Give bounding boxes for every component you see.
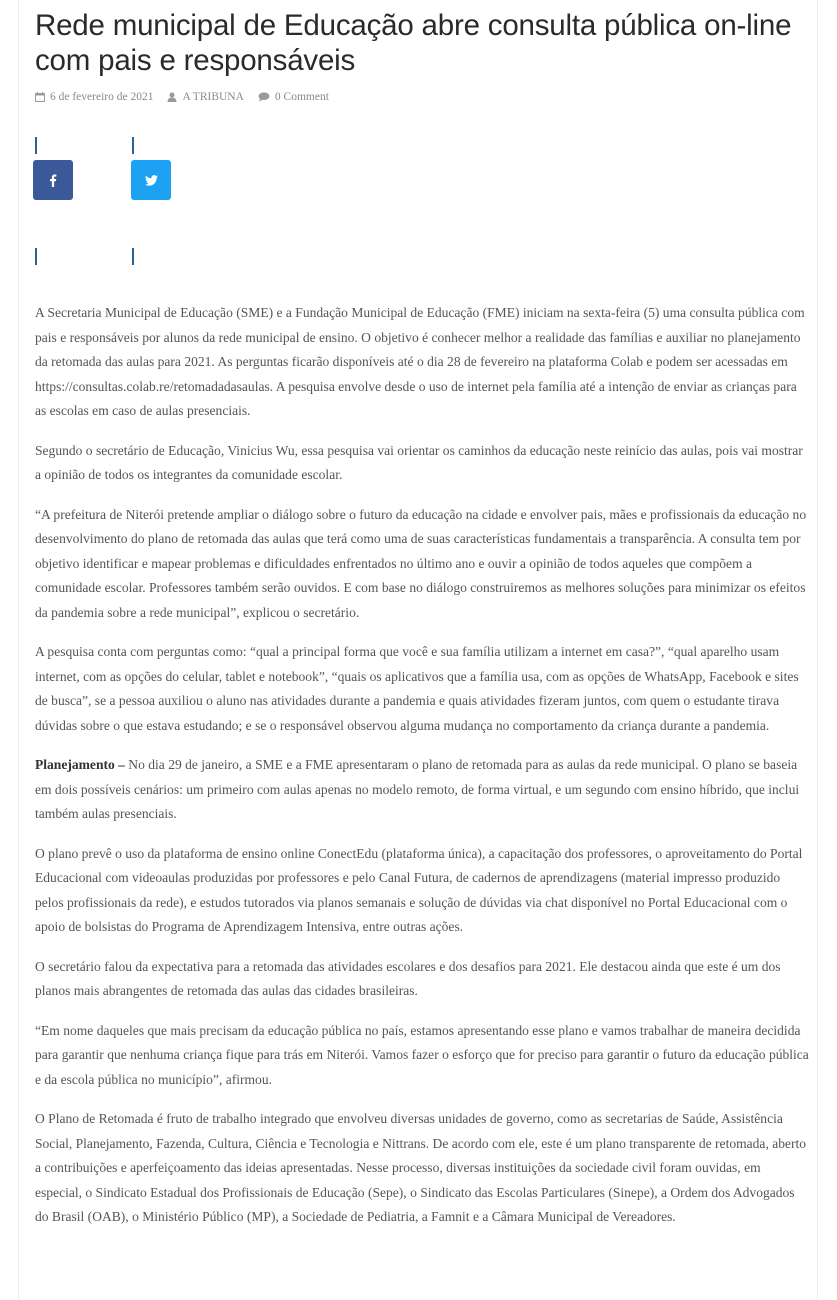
post-comments[interactable]: [258, 91, 329, 103]
article-paragraph: O plano prevê o uso da plataforma de ensino online ConectEdu (plataforma única), a capacitação dos professores, o aproveitamento do Portal Educacional com videoaulas produzidas por professores e pelo Canal Futura, de cadernos de aprendizagens (material impresso produzido pelos profissionais da rede), e estudos tutorados via planos semanais e solução de dúvidas via chat disponível no Portal Educacional com o apoio de bolsistas do Programa de Aprendizagem Intensiva, entre outras ações.: [35, 845, 803, 934]
post-author-text: A TRIBUNA: [182, 91, 244, 103]
article-paragraph: Segundo o secretário de Educação, Vinicius Wu, essa pesquisa vai orientar os caminhos da educação neste reinício das aulas, pois vai mostrar a opinião de todos os integrantes da comunidade escolar.: [35, 442, 803, 482]
comment-icon: [258, 92, 270, 102]
article-meta: [35, 88, 343, 106]
article-paragraph: A pesquisa conta com perguntas como: “qual a principal forma que você e sua família utilizam a internet em casa?”, “qual aparelho usam internet, com as opções do celular, tablet e notebook”, “quais os aplicativos que a família usa, com as opções de WhatsApp, Facebook e sites de busca”, se a pessoa auxiliou o aluno nas atividades durante a pandemia e quais atividades fizeram juntos, com quem o estudante tirava dúvidas sobre o que estava estudando; e se o responsável observou alguma mudança no comportamento da criança durante a pandemia.: [35, 644, 799, 733]
post-date[interactable]: [35, 91, 153, 103]
article-paragraph: O Plano de Retomada é fruto de trabalho integrado que envolveu diversas unidades de governo, como as secretarias de Saúde, Assistência Social, Planejamento, Fazenda, Cultura, Ciência e Tecnologia e Nittrans. De acordo com ele, este é um plano transparente de retomada, aberto a contribuições e aperfeiçoamento das ideias apresentadas. Nesse processo, diversas instituições da sociedade civil foram ouvidas, em especial, o Sindicato Estadual dos Profissionais de Educação (Sepe), o Sindicato das Escolas Particulares (Sinepe), a Ordem dos Advogados do Brasil (OAB), o Ministério Público (MP), a Sociedade de Pediatria, a Famnit e a Câmara Municipal de Vereadores.: [35, 1111, 807, 1224]
planejamento-text: No dia 29 de janeiro, a SME e a FME apresentaram o plano de retomada para as aulas da rede municipal. O plano se baseia em dois possíveis cenários: um primeiro com aulas apenas no modelo remoto, de forma virtual, e um segundo com ensino híbrido, que inclui também aulas presenciais.: [35, 757, 800, 821]
article-body: [35, 301, 811, 1245]
article-paragraph: “Em nome daqueles que mais precisam da educação pública no país, estamos apresentando esse plano e vamos trabalhar de maneira decidida para garantir que nenhuma criança fique para trás em Niterói. Vamos fazer o esforço que for preciso para garantir o futuro da educação pública e da escola pública no município”, afirmou.: [35, 1022, 809, 1087]
user-icon: [167, 92, 177, 102]
share-divider-top-left: [35, 137, 37, 154]
article-paragraph: A Secretaria Municipal de Educação (SME) e a Fundação Municipal de Educação (FME) iniciam na sexta-feira (5) uma consulta pública com pais e responsáveis por alunos da rede municipal de ensino. O objetivo é conhecer melhor a realidade das famílias e auxiliar no planejamento da retomada das aulas para 2021. As perguntas ficarão disponíveis até o dia 28 de fevereiro na plataforma Colab e podem ser acessadas em https://consultas.colab.re/retomadadasaulas. A pesquisa envolve desde o uso de internet pela família até a intenção de enviar as crianças para as escolas em caso de aulas presenciais.: [35, 305, 805, 418]
planejamento-label: Planejamento –: [35, 757, 125, 772]
article-paragraph-planejamento: [35, 753, 811, 827]
twitter-share-button[interactable]: [131, 160, 171, 200]
article: [18, 0, 818, 1300]
facebook-icon: [49, 174, 57, 187]
article-paragraph: “A prefeitura de Niterói pretende ampliar o diálogo sobre o futuro da educação na cidade e envolver pais, mães e profissionais da educação no desenvolvimento do plano de retomada das aulas que terá como uma de suas características fundamentais a transparência. A consulta tem por objetivo identificar e mapear problemas e dificuldades enfrentados no último ano e ouvir a opinião de todos aqueles que compõem a comunidade escolar. Professores também serão ouvidos. E com base no diálogo construiremos as melhores soluções para minimizar os efeitos da pandemia sobre a rede municipal”, explicou o secretário.: [35, 506, 807, 620]
post-author[interactable]: [167, 91, 243, 103]
facebook-share-button[interactable]: [33, 160, 73, 200]
share-divider-bottom-right: [132, 248, 134, 265]
calendar-icon: [35, 92, 45, 102]
article-title: Rede municipal de Educação abre consulta pública on-line com pais e responsáveis: [35, 9, 792, 77]
twitter-icon: [145, 175, 158, 186]
post-comments-text: 0 Comment: [274, 91, 329, 103]
post-date-text: 6 de fevereiro de 2021: [50, 91, 154, 103]
share-divider-bottom-left: [35, 248, 37, 265]
share-divider-top-right: [132, 137, 134, 154]
article-paragraph: O secretário falou da expectativa para a retomada das atividades escolares e dos desafios para 2021. Ele destacou ainda que este é um dos planos mais abrangentes de retomada das aulas das cidades brasileiras.: [35, 958, 781, 998]
